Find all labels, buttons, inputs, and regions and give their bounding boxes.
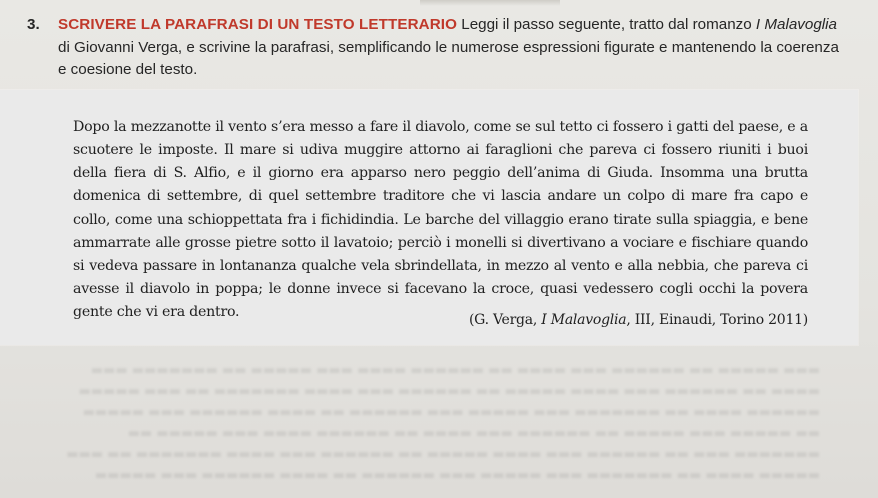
instruction-text-b: di Giovanni Verga, e scrivine la parafrasi, semplificando le numerose espressioni figurate e mantenendo la coerenza e coesione del testo. [58, 38, 839, 78]
citation-details: , III, Einaudi, Torino 2011) [626, 312, 808, 328]
show-through-texture: ▬▬▬ ▬▬▬▬▬ ▬▬ ▬▬▬▬▬▬ ▬▬▬ ▬▬▬▬ ▬▬ ▬▬▬▬▬▬ ▬▬▬▬ ▬▬▬ ▬▬▬▬▬ ▬▬ ▬▬▬▬▬▬▬ ▬▬▬ ▬▬▬▬ ▬▬ ▬▬▬▬▬▬ ▬▬▬ ▬▬▬▬ ▬▬▬▬▬ ▬▬ ▬▬▬▬▬▬ ▬▬▬ ▬▬▬▬ ▬▬▬▬▬▬▬ ▬▬ ▬▬▬ ▬▬▬▬▬ ▬▬▬▬▬▬ ▬▬▬▬ ▬▬ ▬▬▬▬▬▬▬ ▬▬▬ ▬▬▬▬▬ ▬▬▬ ▬▬▬▬▬▬ ▬▬ ▬▬▬▬ ▬▬▬▬▬▬ ▬▬▬ ▬▬▬▬▬ ▬▬ ▬▬▬▬▬ ▬▬▬ ▬▬▬▬▬ ▬▬ ▬▬▬▬▬▬ ▬▬▬ ▬▬▬▬ ▬▬ ▬▬▬▬▬▬ ▬▬▬▬ ▬▬▬ ▬▬▬▬▬ ▬▬ ▬▬▬▬▬▬▬ ▬▬▬ ▬▬ ▬▬▬▬▬▬ ▬▬▬ ▬▬▬▬ ▬▬▬▬▬ ▬▬ ▬▬▬▬▬▬ ▬▬▬ ▬▬▬▬ ▬▬▬▬▬▬▬ ▬▬ ▬▬▬ ▬▬▬▬▬ ▬▬▬▬ ▬▬ ▬▬▬▬▬▬▬ ▬▬▬ ▬▬▬▬▬ ▬▬▬ ▬▬▬▬▬▬ ▬▬ ▬▬▬▬ ▬▬▬▬▬▬ ▬▬▬ ▬▬▬▬▬ [66, 363, 820, 483]
exercise-number: 3. [27, 16, 40, 33]
passage-text: Dopo la mezzanotte il vento s’era messo a fare il diavolo, come se sul tetto ci fossero i gatti del paese, e a scuotere le imposte. Il mare si udiva muggire attorno ai faraglioni che pareva ci fossero riuniti i buoi della fiera di S. Alfio, e il giorno era apparso nero peggio dell’anima di Giuda. Insomma una brutta domenica di settembre, di quel settembre traditore che vi lascia andare un colpo di mare fra capo e collo, come una schioppettata fra i fichidindia. Le barche del villaggio erano tirate sulla spiaggia, e bene ammarrate alle grosse pietre sotto il lavatoio; perciò i monelli si divertivano a vociare e fischiare quando si vedeva passare in lontananza qualche vela sbrindellata, in mezzo al vento e alla nebbia, che pareva ci avesse il diavolo in poppa; le donne invece si facevano la croce, quasi vedessero cogli occhi la povera gente che vi era dentro. [73, 119, 808, 320]
citation-author: (G. Verga, [468, 312, 538, 328]
page-edge-shadow [420, 0, 560, 6]
citation [469, 312, 808, 328]
citation-title: I Malavoglia [541, 312, 627, 328]
instruction-text-a: Leggi il passo seguente, tratto dal romanzo [461, 16, 752, 33]
exercise-instruction [58, 14, 847, 82]
exercise-heading: SCRIVERE LA PARAFRASI DI UN TESTO LETTERARIO [58, 16, 458, 33]
exercise-3 [27, 14, 847, 82]
novel-title: I Malavoglia [755, 16, 837, 33]
